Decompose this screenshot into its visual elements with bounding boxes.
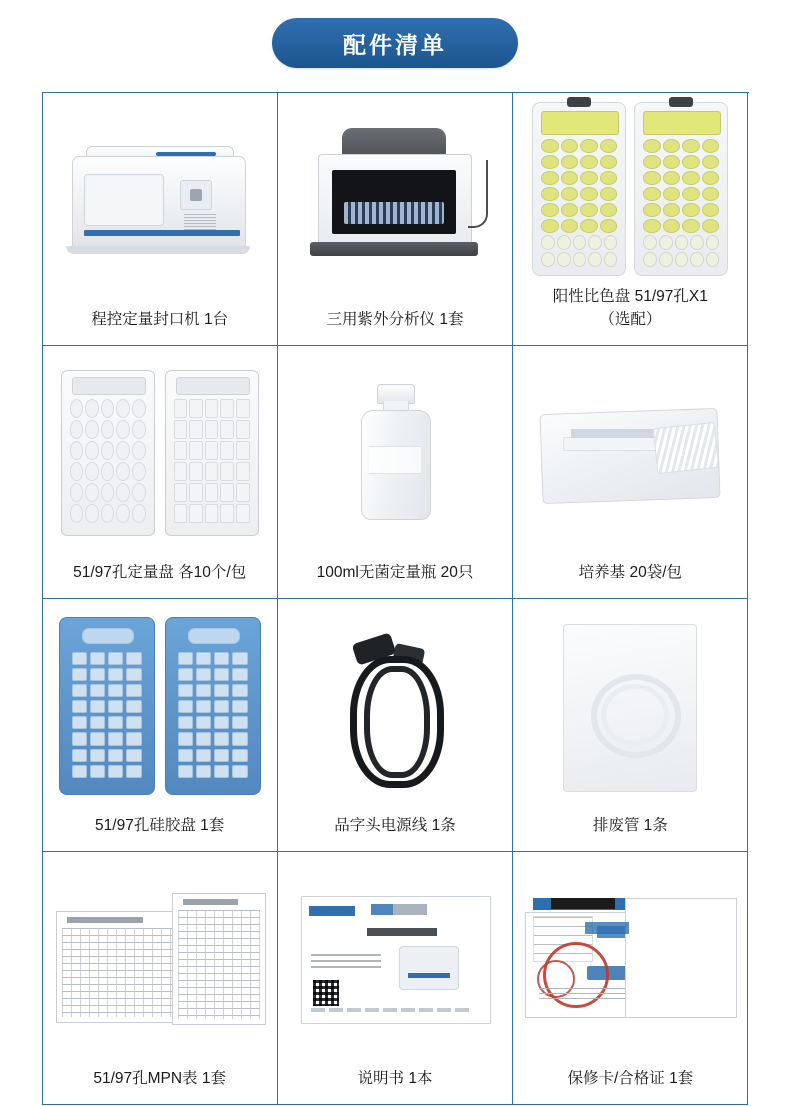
drain-tube-icon <box>555 622 705 792</box>
product-image <box>278 346 512 562</box>
accessory-item <box>513 852 748 1105</box>
sterile-bottle-icon <box>347 384 443 524</box>
accessory-item <box>513 599 748 852</box>
accessory-label: 三用紫外分析仪 1套 <box>326 310 464 328</box>
accessory-label: 51/97孔定量盘 各10个/包 <box>73 563 247 581</box>
accessory-item <box>278 852 513 1105</box>
accessory-label: 100ml无菌定量瓶 20只 <box>316 563 474 581</box>
page-title: 配件清单 <box>272 18 518 68</box>
colorimetric-tray-icon <box>528 102 733 277</box>
accessory-item <box>278 346 513 599</box>
quantitative-tray-icon <box>55 370 265 538</box>
accessory-item <box>43 93 278 346</box>
product-image <box>513 599 747 815</box>
product-image <box>278 599 512 815</box>
accessory-caption <box>43 309 277 345</box>
accessory-item <box>278 93 513 346</box>
accessory-caption <box>513 286 747 345</box>
accessory-label: 品字头电源线 1条 <box>334 816 456 834</box>
product-image <box>43 346 277 562</box>
product-image <box>43 93 277 309</box>
accessory-caption <box>513 1068 747 1104</box>
product-image <box>513 346 747 562</box>
accessory-caption <box>43 1068 277 1104</box>
accessory-caption <box>278 1068 512 1104</box>
culture-medium-bag-icon <box>535 389 725 519</box>
page-header <box>0 0 790 68</box>
product-image <box>43 852 277 1068</box>
product-image <box>513 852 747 1068</box>
accessory-label: 阳性比色盘 51/97孔X1 <box>552 288 708 306</box>
accessory-caption <box>278 562 512 598</box>
accessory-item <box>43 599 278 852</box>
accessory-item <box>43 852 278 1105</box>
accessory-item <box>513 346 748 599</box>
accessory-label: 51/97孔硅胶盘 1套 <box>95 816 225 834</box>
accessory-label: 排废管 1条 <box>592 816 668 834</box>
accessory-label: 培养基 20袋/包 <box>578 563 682 581</box>
accessory-caption <box>513 815 747 851</box>
accessory-item <box>43 346 278 599</box>
mpn-table-sheet-icon <box>52 885 267 1035</box>
product-image <box>43 599 277 815</box>
accessory-caption <box>43 815 277 851</box>
product-image <box>278 852 512 1068</box>
accessory-label: 保修卡/合格证 1套 <box>567 1069 694 1087</box>
product-image <box>278 93 512 309</box>
accessory-label: 程控定量封口机 1台 <box>91 310 229 328</box>
silicone-tray-icon <box>55 617 265 797</box>
accessory-label: 51/97孔MPN表 1套 <box>93 1069 226 1087</box>
accessory-sublabel: （选配） <box>599 310 662 328</box>
warranty-certificate-icon <box>525 890 735 1030</box>
accessory-caption <box>278 309 512 345</box>
accessory-grid <box>42 92 749 1105</box>
power-cord-icon <box>320 632 470 782</box>
uv-analyzer-icon <box>300 126 490 276</box>
accessory-caption <box>278 815 512 851</box>
accessory-label: 说明书 1本 <box>357 1069 433 1087</box>
product-image <box>513 93 747 286</box>
manual-booklet-icon <box>295 892 495 1027</box>
accessory-item <box>278 599 513 852</box>
accessory-caption <box>513 562 747 598</box>
accessory-item <box>513 93 748 346</box>
accessory-caption <box>43 562 277 598</box>
sealing-machine-icon <box>60 138 260 263</box>
